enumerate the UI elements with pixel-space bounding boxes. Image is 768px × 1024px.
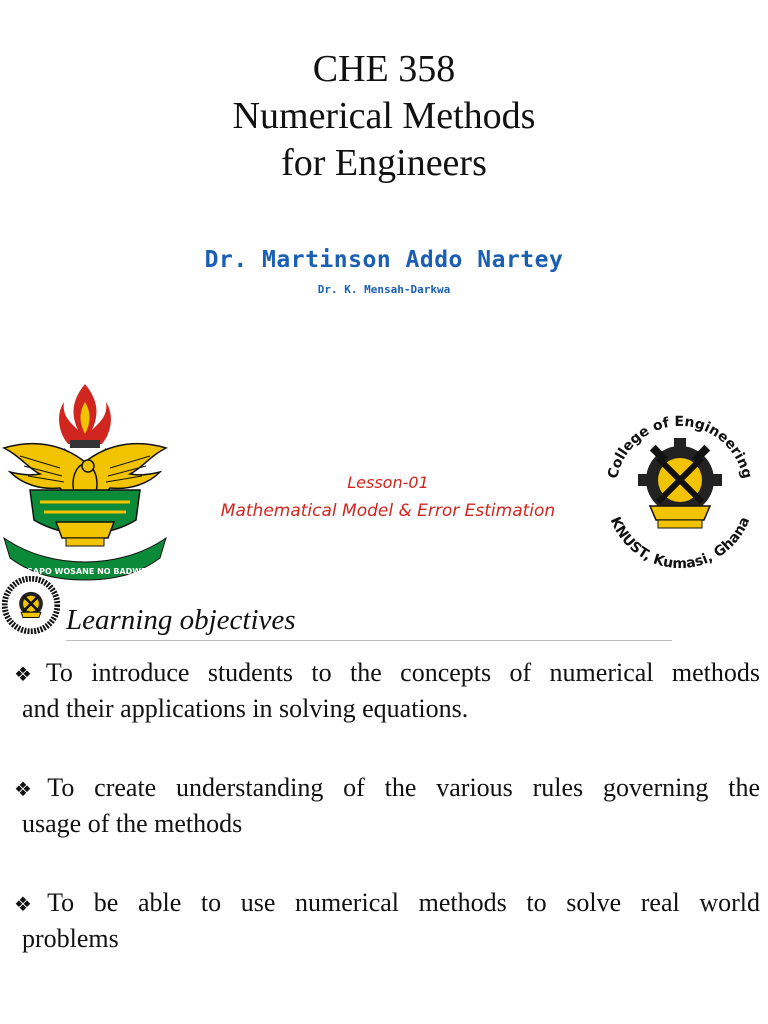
- college-of-engineering-logo: [592, 398, 768, 574]
- course-code: CHE 358: [312, 48, 456, 90]
- college-location-arc: KNUST, Kumasi, Ghana: [606, 514, 754, 573]
- objective-text-line1: To introduce students to the concepts of numerical methods: [45, 658, 760, 687]
- objective-text-line2: problems: [22, 924, 119, 953]
- objective-text-line2: and their applications in solving equations.: [22, 694, 469, 723]
- knust-motto-text: NYANSAPO WOSANE NO BADWENMA: [2, 567, 168, 576]
- college-name-arc: College of Engineering: [605, 413, 755, 481]
- secondary-author: Dr. K. Mensah-Darkwa: [317, 283, 451, 296]
- lesson-number: Lesson-01: [347, 473, 429, 492]
- course-title-line1: Numerical Methods: [232, 95, 536, 137]
- objective-item: [14, 771, 760, 841]
- bullet-icon: ❖: [14, 779, 46, 801]
- bullet-icon: ❖: [14, 664, 44, 686]
- lesson-title: Mathematical Model & Error Estimation: [220, 501, 556, 521]
- section-title: Learning objectives: [66, 604, 296, 636]
- objective-text-line1: To be able to use numerical methods to solve real world: [47, 888, 760, 917]
- section-divider: [66, 640, 672, 641]
- course-title-line2: for Engineers: [281, 142, 487, 184]
- bullet-icon: ❖: [14, 894, 46, 916]
- objective-text-line1: To create understanding of the various rules governing the: [47, 773, 760, 802]
- primary-author: Dr. Martinson Addo Nartey: [204, 247, 564, 273]
- objective-text-line2: usage of the methods: [22, 809, 243, 838]
- objective-item: [14, 886, 760, 956]
- objective-item: [14, 656, 760, 726]
- college-of-engineering-small-logo: [2, 576, 60, 634]
